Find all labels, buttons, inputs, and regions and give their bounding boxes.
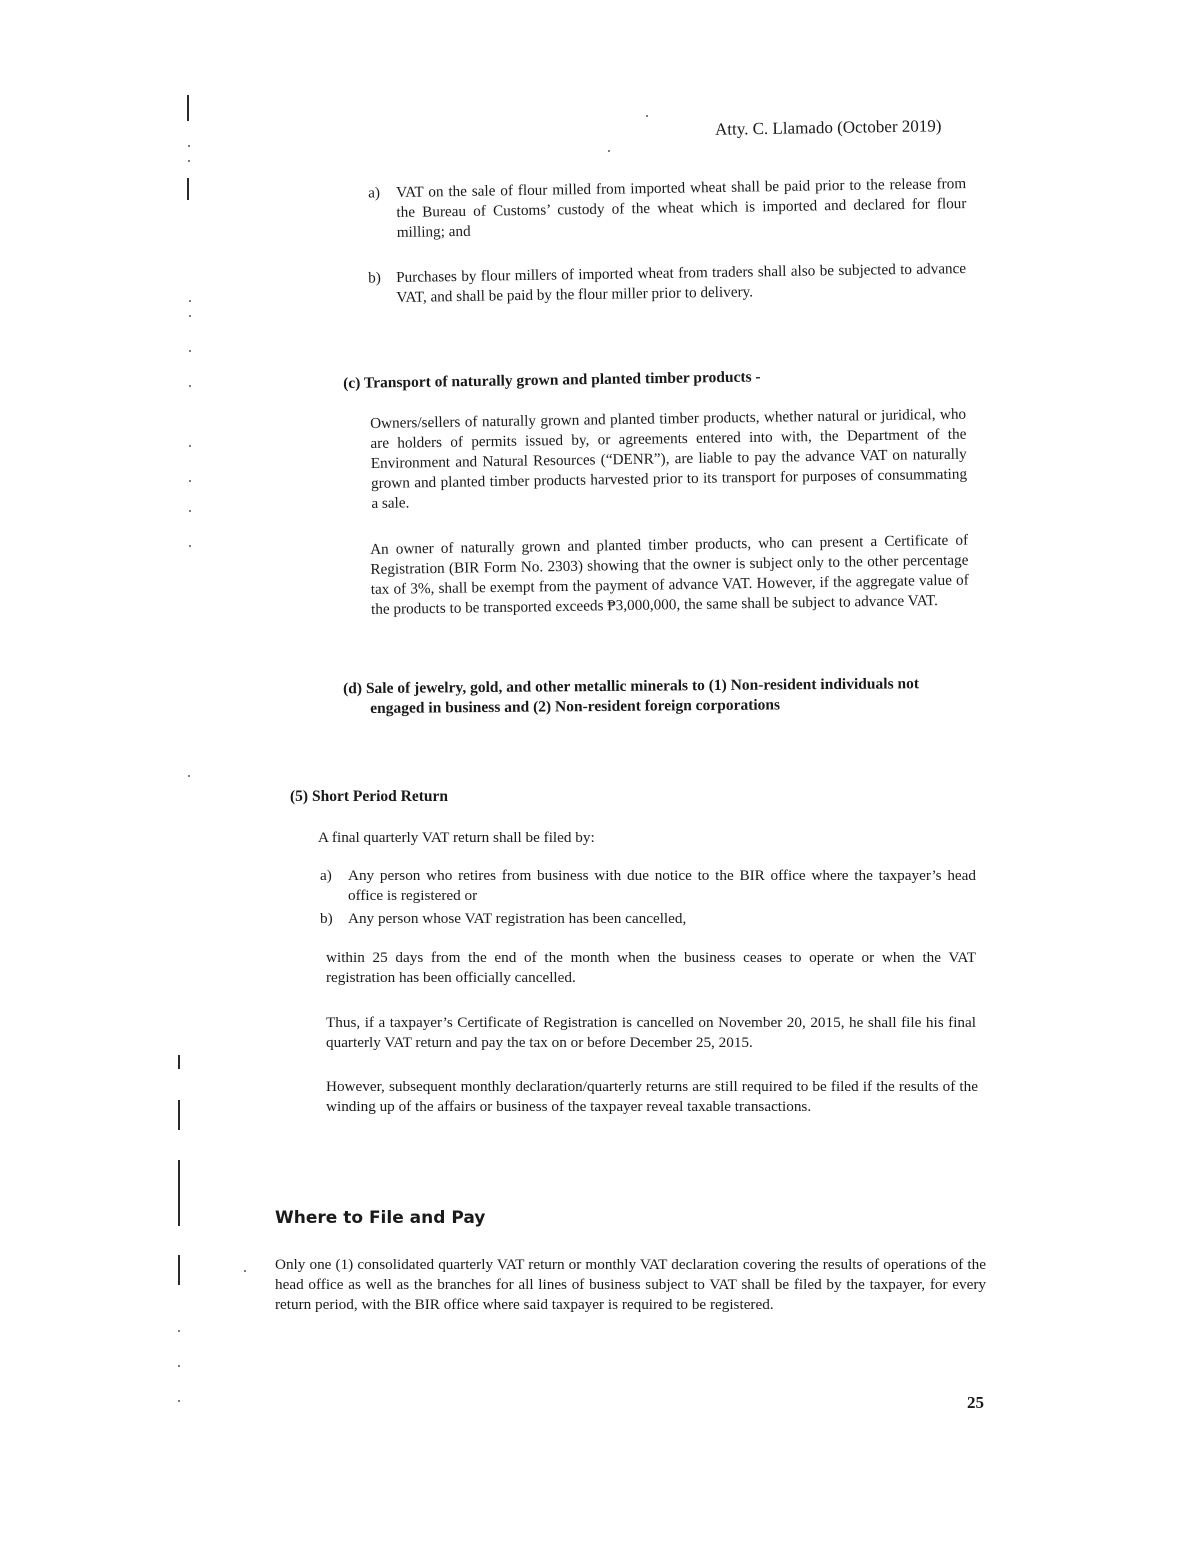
where-to-file-paragraph: Only one (1) consolidated quarterly VAT return or monthly VAT declaration covering the results of operations of the head office as well as the branches for all lines of business subject to VAT shall be filed by the taxpayer, for every return period, with the BIR office where said taxpayer is required to be registered. — [275, 1256, 986, 1313]
scan-artifact-dot — [188, 160, 190, 162]
scan-artifact-line — [178, 1160, 180, 1226]
list-marker: a) — [368, 184, 381, 202]
scan-artifact-dot — [244, 1270, 246, 1272]
scan-artifact-dot — [189, 510, 191, 512]
scan-artifact-line — [178, 1055, 180, 1069]
where-to-file-heading: Where to File and Pay — [275, 1208, 486, 1228]
scan-artifact-dot — [189, 480, 191, 482]
scan-artifact-dot — [188, 775, 190, 777]
list-item-text: Any person who retires from business with due notice to the BIR office where the taxpayer’s head office is registered or — [348, 867, 976, 904]
scan-artifact-line — [187, 95, 189, 121]
scan-artifact-line — [178, 1255, 180, 1285]
list-item-text: Purchases by flour millers of imported wheat from traders shall also be subjected to advance VAT, and shall be paid by the flour miller prior to delivery. — [396, 260, 967, 306]
scan-artifact-dot — [189, 300, 191, 302]
scan-artifact-dot — [188, 145, 190, 147]
jewelry-heading — [343, 674, 972, 719]
scan-artifact-dot — [189, 315, 191, 317]
list-marker: b) — [320, 910, 333, 927]
timber-heading: (c) Transport of naturally grown and planted timber products - — [343, 368, 761, 392]
scan-artifact-dot — [189, 350, 191, 352]
short-period-intro: A final quarterly VAT return shall be filed by: — [318, 829, 595, 846]
scan-artifact-dot — [178, 1400, 180, 1402]
list-marker: b) — [368, 269, 381, 287]
list-item-text: Any person whose VAT registration has been cancelled, — [348, 910, 687, 927]
scan-artifact-dot — [189, 545, 191, 547]
scan-artifact-dot — [646, 115, 648, 117]
jewelry-heading-text: (d) Sale of jewelry, gold, and other metallic minerals to (1) Non-resident individuals not engaged in business and (2) Non-resident foreign corporations — [343, 675, 920, 717]
short-period-paragraph-2: Thus, if a taxpayer’s Certificate of Registration is cancelled on November 20, 2015, he shall file his final quarterly VAT return and pay the tax on or before December 25, 2015. — [326, 1014, 976, 1051]
scan-artifact-line — [178, 1100, 180, 1130]
scan-artifact-line — [187, 178, 189, 200]
scan-artifact-dot — [608, 150, 610, 152]
timber-paragraph-2: An owner of naturally grown and planted timber products, who can present a Certificate of Registration (BIR Form No. 2303) showing that the owner is subject only to the other percentage tax of 3%, shall be exempt from the payment of advance VAT. However, if the aggregate value of the products to be transported exceeds ₱3,000,000, the same shall be subject to advance VAT. — [370, 531, 969, 618]
scan-artifact-dot — [189, 385, 191, 387]
scan-artifact-dot — [178, 1365, 180, 1367]
list-marker: a) — [320, 867, 332, 884]
short-period-item-a — [320, 866, 976, 906]
list-item-text: VAT on the sale of flour milled from imported wheat shall be paid prior to the release from the Bureau of Customs’ custody of the wheat which is imported and declared for flour milling; and — [396, 175, 967, 241]
short-period-item-b — [320, 909, 976, 929]
running-head: Atty. C. Llamado (October 2019) — [714, 116, 942, 139]
timber-paragraph-1: Owners/sellers of naturally grown and planted timber products, whether natural or juridical, who are holders of permits issued by, or agreements entered into with, the Department of the Environment and Natural Resources (“DENR”), are liable to pay the advance VAT on naturally grown and planted timber products harvested prior to its transport for purposes of consummating a sale. — [370, 405, 968, 512]
scan-artifact-dot — [178, 1330, 180, 1332]
short-period-heading: (5) Short Period Return — [290, 788, 448, 805]
page-number: 25 — [967, 1393, 984, 1412]
short-period-paragraph-1: within 25 days from the end of the month when the business ceases to operate or when the VAT registration has been officially cancelled. — [326, 949, 976, 986]
short-period-paragraph-3: However, subsequent monthly declaration/quarterly returns are still required to be filed if the results of the winding up of the affairs or business of the taxpayer reveal taxable transactions. — [326, 1078, 978, 1115]
flour-list-item-b — [368, 259, 967, 308]
flour-list-item-a — [368, 174, 967, 243]
scan-artifact-dot — [189, 445, 191, 447]
